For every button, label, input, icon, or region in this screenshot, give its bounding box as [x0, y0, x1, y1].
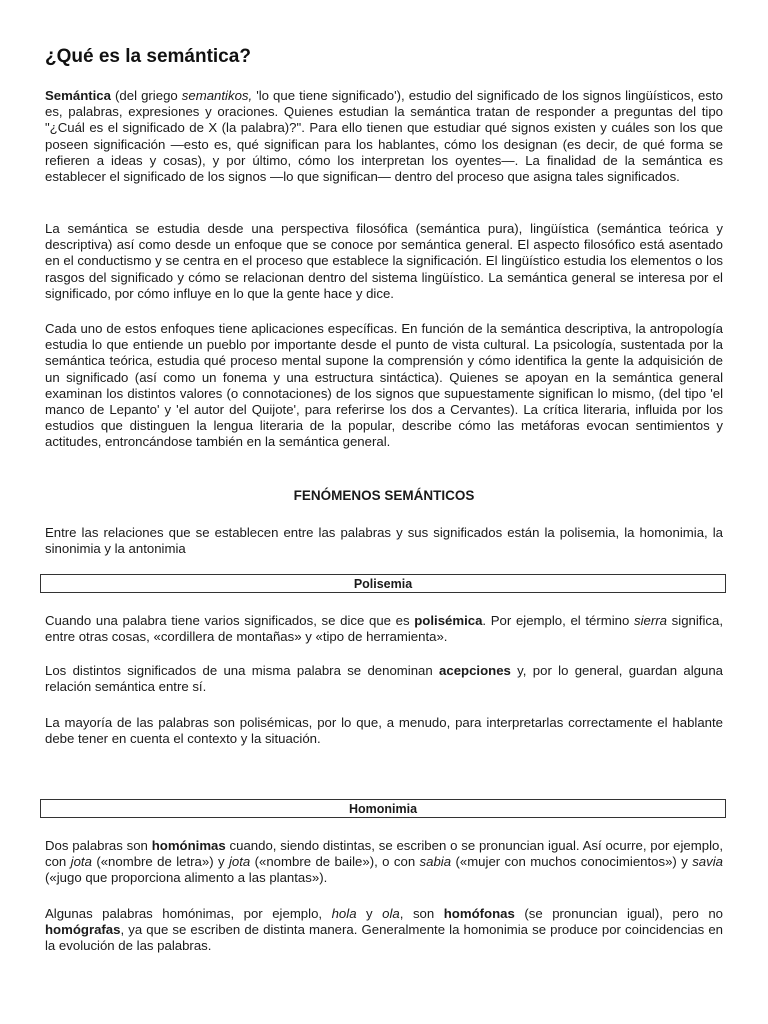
- text-run: Los distintos significados de una misma palabra se denominan: [45, 663, 440, 678]
- text-run: («jugo que proporciona alimento a las plantas»).: [45, 870, 328, 886]
- polisemia-paragraph-1: [45, 613, 723, 645]
- text-run: (del griego: [110, 88, 182, 103]
- text-run: 'lo que tiene significado'), estudio del significado de los signos lingüísticos, esto es, palabras, expresiones y oraciones. Quienes estudian la semántica tratan de responder a preguntas del tipo "¿Cuál es el significado de X (la palabra)?". Para ello tienen que estudiar qué signos existen y cuáles son los que poseen significación —esto es, qué significan para los hablantes, cómo los designan (es decir, de qué forma se refieren a ideas y cosas), y por último, cómo los interpretan los oyentes—. La finalidad de la semántica es establecer el significado de los signos —lo que significan— dentro del proceso que asigna tales significados.: [45, 88, 723, 185]
- text-run: cuando, siendo distintas, se escriben o se pronuncian igual. Así ocurre, por ejemplo, con: [45, 838, 723, 870]
- text-run: («nombre de baile»), o con: [250, 854, 420, 870]
- bold-term: homónimas: [151, 838, 226, 853]
- italic-term: sierra: [634, 613, 668, 628]
- subsection-heading-homonimia: Homonimia: [40, 799, 726, 818]
- page-title: ¿Qué es la semántica?: [45, 46, 251, 67]
- intro-paragraph-3: [45, 321, 723, 451]
- homonimia-paragraph-1: [45, 838, 723, 887]
- intro-paragraph-1-text: [45, 88, 723, 185]
- homonimia-paragraph-2-text: [45, 906, 723, 955]
- text-run: y, por lo general, guardan alguna relación semántica entre sí.: [45, 663, 723, 695]
- italic-term: jota: [228, 854, 251, 870]
- text-run: , ya que se escriben de distinta manera. Generalmente la homonimia se produce por coincidencias en la evolución de las palabras.: [45, 922, 723, 954]
- polisemia-paragraph-2: [45, 663, 723, 695]
- bold-term: homógrafas: [45, 922, 121, 938]
- homonimia-paragraph-2: [45, 906, 723, 955]
- polisemia-paragraph-1-text: [45, 613, 723, 645]
- text-run: significa, entre otras cosas, «cordillera de montañas» y «tipo de herramienta».: [45, 613, 723, 645]
- italic-term: ola: [382, 906, 400, 921]
- section-heading-fenomenos: FENÓMENOS SEMÁNTICOS: [293, 488, 475, 503]
- fenomenos-intro-text: Entre las relaciones que se establecen entre las palabras y sus significados están la polisemia, la homonimia, la sinonimia y la antonimia: [45, 525, 723, 557]
- text-run: , son: [399, 906, 444, 921]
- text-run: («mujer con muchos conocimientos») y: [451, 854, 693, 870]
- bold-term: acepciones: [439, 663, 511, 678]
- bold-term: homófonas: [443, 906, 515, 921]
- text-run: Dos palabras son: [45, 838, 152, 853]
- text-run: Algunas palabras homónimas, por ejemplo,: [45, 906, 332, 921]
- italic-term: savia: [692, 854, 723, 870]
- text-run: («nombre de letra») y: [91, 854, 229, 870]
- italic-term: semantikos,: [181, 88, 253, 103]
- fenomenos-intro: [45, 525, 723, 557]
- italic-term: sabia: [419, 854, 452, 870]
- text-run: (se pronuncian igual), pero no: [514, 906, 723, 921]
- polisemia-paragraph-3: [45, 715, 723, 747]
- intro-paragraph-1: [45, 88, 723, 185]
- intro-paragraph-3-text: Cada uno de estos enfoques tiene aplicaciones específicas. En función de la semántica descriptiva, la antropología estudia lo que entiende un pueblo por importante desde el punto de vista cultural. La psicología, sustentada por la semántica teórica, estudia qué proceso mental supone la comprensión y cómo identifica la gente la adquisición de un significado (así como un fonema y una estructura sintáctica). Quienes se apoyan en la semántica general examinan los distintos valores (o connotaciones) de los signos que supuestamente significan lo mismo, (del tipo 'el manco de Lepanto' y 'el autor del Quijote', para referirse los dos a Cervantes). La crítica literaria, influida por los estudios que distinguen la lengua literaria de la popular, describe cómo las metáforas evocan sentimientos y actitudes, entroncándose también en la semántica general.: [45, 321, 723, 450]
- text-run: . Por ejemplo, el término: [482, 613, 635, 628]
- homonimia-paragraph-1-text: [45, 838, 723, 887]
- intro-paragraph-2: [45, 221, 723, 302]
- italic-term: jota: [70, 854, 92, 870]
- intro-paragraph-2-text: La semántica se estudia desde una perspectiva filosófica (semántica pura), lingüística (semántica teórica y descriptiva) así como desde un enfoque que se conoce por semántica general. El aspecto filosófico está asentado en el conductismo y se centra en el proceso que establece la significación. El lingüístico estudia los elementos o los rasgos del significado y cómo se relacionan dentro del sistema lingüístico. La semántica general se interesa por el significado, por cómo influye en lo que la gente hace y dice.: [45, 221, 723, 301]
- italic-term: hola: [331, 906, 357, 921]
- text-run: y: [356, 906, 383, 921]
- text-run: Cuando una palabra tiene varios significados, se dice que es: [45, 613, 415, 628]
- bold-term: polisémica: [414, 613, 483, 628]
- bold-term: Semántica: [45, 88, 111, 103]
- polisemia-paragraph-3-text: La mayoría de las palabras son polisémicas, por lo que, a menudo, para interpretarlas correctamente el hablante debe tener en cuenta el contexto y la situación.: [45, 715, 723, 747]
- polisemia-paragraph-2-text: [45, 663, 723, 695]
- subsection-heading-polisemia: Polisemia: [40, 574, 726, 593]
